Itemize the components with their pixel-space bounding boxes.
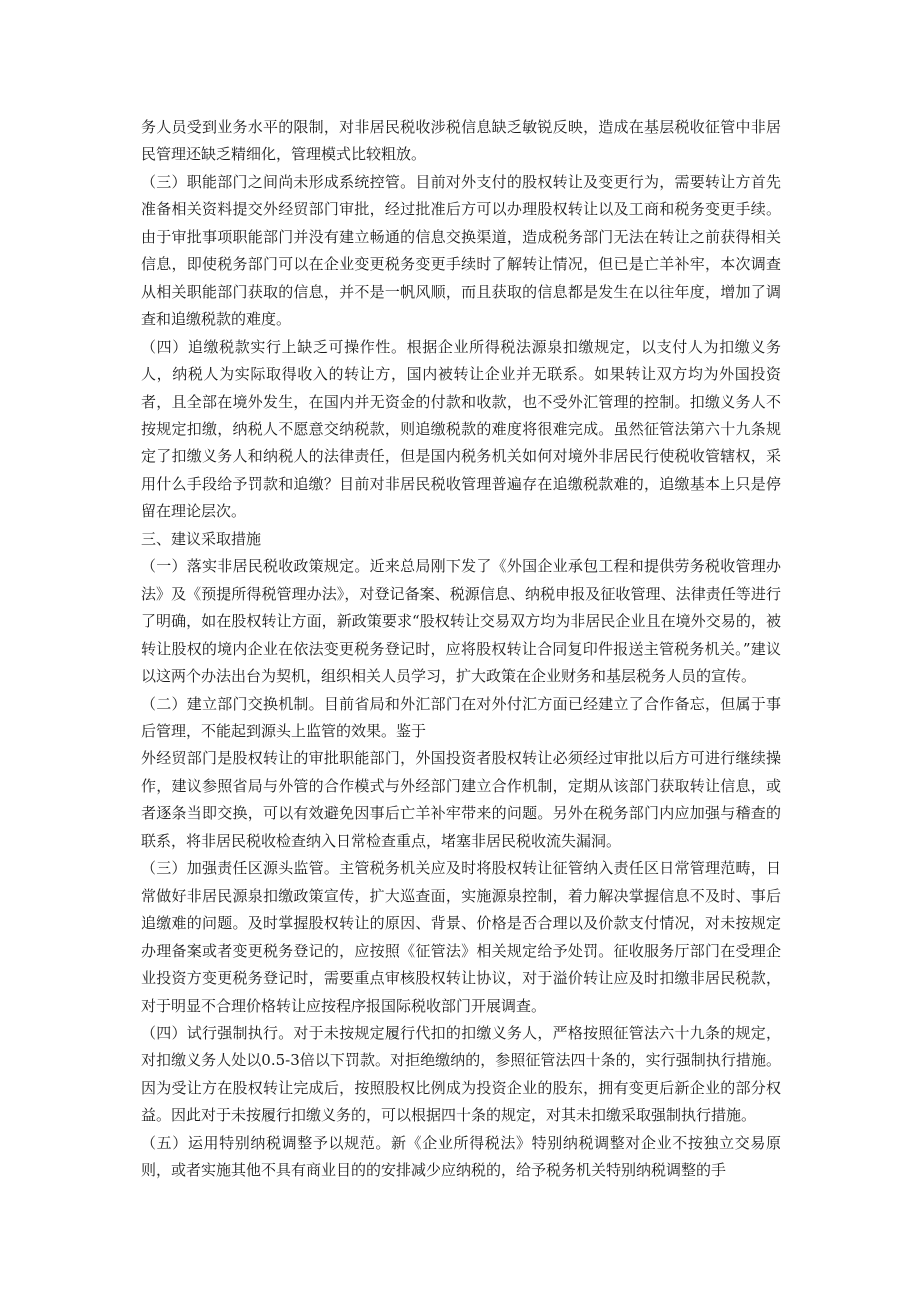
paragraph-exchange-mechanism-cont: 外经贸部门是股权转让的审批职能部门，外国投资者股权转让必须经过审批以后方可进行继续操作，建议参照省局与外管的合作模式与外经部门建立合作机制，定期从该部门获取转让信息，或者逐条当即交换，可以有效避免因事后亡羊补牢带来的问题。另外在税务部门内应加强与稽查的联系，将非居民税收检查纳入日常检查重点，堵塞非居民税收流失漏洞。 [141, 749, 781, 850]
section-heading-measures: 三、建议采取措施 [141, 529, 262, 548]
document-body [141, 114, 781, 1185]
paragraph-implement-policy: （一）落实非居民税收政策规定。近来总局刚下发了《外国企业承包工程和提供劳务税收管理办法》及《预提所得税管理办法》，对登记备案、税源信息、纳税申报及征收管理、法律责任等进行了明确，如在股权转让方面，新政策要求“股权转让交易双方均为非居民企业且在境外交易的，被转让股权的境内企业在依法变更税务登记时，应将股权转让合同复印件报送主管税务机关。”建议以这两个办法出台为契机，组织相关人员学习，扩大政策在企业财务和基层税务人员的宣传。 [141, 557, 781, 686]
paragraph-source-supervision: （三）加强责任区源头监管。主管税务机关应及时将股权转让征管纳入责任区日常管理范畴，日常做好非居民源泉扣缴政策宣传，扩大巡查面，实施源泉控制，着力解决掌握信息不及时、事后追缴难的问题。及时掌握股权转让的原因、背景、价格是否合理以及价款支付情况，对未按规定办理备案或者变更税务登记的，应按照《征管法》相关规定给予处罚。征收服务厅部门在受理企业投资方变更税务登记时，需要重点审核股权转让协议，对于溢价转让应及时扣缴非居民税款，对于明显不合理价格转让应按程序报国际税收部门开展调查。 [141, 859, 781, 1015]
paragraph-enforcement: （四）试行强制执行。对于未按规定履行代扣的扣缴义务人，严格按照征管法六十九条的规定，对扣缴义务人处以0.5-3倍以下罚款。对拒绝缴纳的，参照征管法四十条的，实行强制执行措施。因为受让方在股权转让完成后，按照股权比例成为投资企业的股东，拥有变更后新企业的部分权益。因此对于未按履行扣缴义务的，可以根据四十条的规定，对其未扣缴采取强制执行措施。 [141, 1023, 781, 1125]
paragraph-department-control: （三）职能部门之间尚未形成系统控管。目前对外支付的股权转让及变更行为，需要转让方首先准备相关资料提交外经贸部门审批，经过批准后方可以办理股权转让以及工商和税务变更手续。由于审批事项职能部门并没有建立畅通的信息交换渠道，造成税务部门无法在转让之前获得相关信息，即使税务部门可以在企业变更税务变更手续时了解转让情况，但已是亡羊补牢，本次调查从相关职能部门获取的信息，并不是一帆风顺，而且获取的信息都是发生在以往年度，增加了调查和追缴税款的难度。 [141, 172, 781, 329]
paragraph-special-adjustment: （五）运用特别纳税调整予以规范。新《企业所得税法》特别纳税调整对企业不按独立交易原则，或者实施其他不具有商业目的的安排减少应纳税的，给予税务机关特别纳税调整的手 [141, 1133, 781, 1180]
paragraph-staff-limitation: 务人员受到业务水平的限制，对非居民税收涉税信息缺乏敏锐反映，造成在基层税收征管中非居民管理还缺乏精细化，管理模式比较粗放。 [141, 118, 781, 164]
paragraph-tax-recovery: （四）追缴税款实行上缺乏可操作性。根据企业所得税法源泉扣缴规定，以支付人为扣缴义务人，纳税人为实际取得收入的转让方，国内被转让企业并无联系。如果转让双方均为外国投资者，且全部在境外发生，在国内并无资金的付款和收款，也不受外汇管理的控制。扣缴义务人不按规定扣缴，纳税人不愿意交纳税款，则追缴税款的难度将很难完成。虽然征管法第六十九条规定了扣缴义务人和纳税人的法律责任，但是国内税务机关如何对境外非居民行使税收管辖权，采用什么手段给予罚款和追缴？目前对非居民税收管理普遍存在追缴税款难的，追缴基本上只是停留在理论层次。 [141, 337, 781, 521]
paragraph-exchange-mechanism: （二）建立部门交换机制。目前省局和外汇部门在对外付汇方面已经建立了合作备忘，但属于事后管理，不能起到源头上监管的效果。鉴于 [141, 694, 781, 740]
